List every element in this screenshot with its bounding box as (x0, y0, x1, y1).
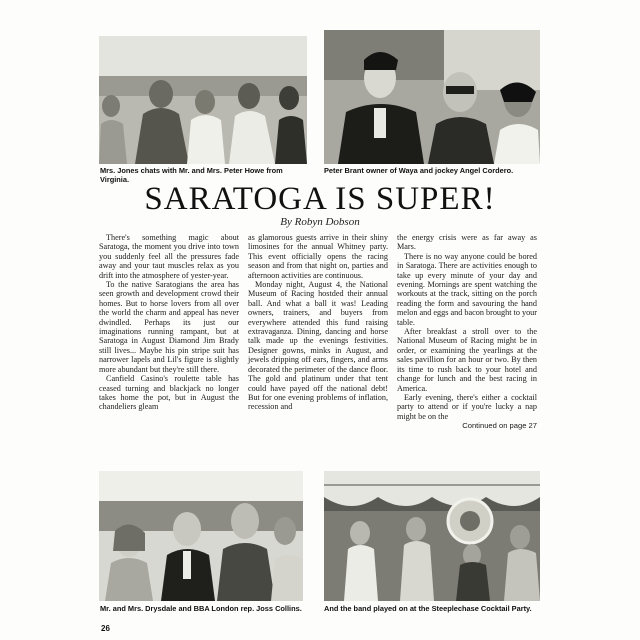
continued-note: Continued on page 27 (462, 421, 537, 431)
article-column-1 (99, 233, 239, 412)
page-number: 26 (101, 624, 110, 633)
article-column-3 (397, 233, 537, 431)
paragraph: Early evening, there's either a cocktail party to attend or if you're lucky a nap might be on the (397, 392, 537, 421)
paragraph: To the native Saratogians the area has seen growth and development crowd their homes. But to horse lovers from all over the world the charm and appeal has never dwindled. Perhaps its just our imaginations running rampant, but at Saratoga in August Diamond Jim Brady still lives... Maybe his pin stripe suit has narrower lapels and Lil's figure is slightly more abundant but they're still there. (99, 280, 239, 374)
paragraph: the energy crisis were as far away as Mars. (397, 233, 537, 252)
paragraph: Canfield Casino's roulette table has ceased turning and blackjack no longer takes home the pot, but in August the chandeliers gleam (99, 374, 239, 412)
paragraph: After breakfast a stroll over to the National Museum of Racing might be in order, or examining the yearlings at the sales pavillion for an hour or two. By then its time to rush back to your hotel and change for lunch and the best racing in America. (397, 327, 537, 393)
article-byline: By Robyn Dobson (280, 216, 360, 228)
paragraph: Monday night, August 4, the National Museum of Racing hostded their annual ball. And what a ball it was! Leading owners, trainers, and buyers from everywhere attended this fund raising extravaganza. Dining, dancing and horse talk made up the evenings festivities. Designer gowns, minks in August, and jewels dripping off ears, fingers, and arms decorated the perimeter of the dance floor. The gold and platinum under that tent could have payed off the national debt! But for one evening problems of inflation, recession and (248, 280, 388, 412)
article-title: SARATOGA IS SUPER! (144, 181, 496, 217)
photo-bottom-right (324, 471, 540, 601)
paragraph: as glamorous guests arrive in their shiny limosines for the annual Whitney party. This event officially opens the racing season and from that night on, parties and afternoon activities are continuous. (248, 233, 388, 280)
photo-top-right (324, 30, 540, 164)
caption-bottom-left: Mr. and Mrs. Drysdale and BBA London rep. Joss Collins. (100, 604, 302, 613)
paragraph: There is no way anyone could be bored in Saratoga. There are activities enough to take up every minute of your day and evening. Mornings are spent watching the workouts at the track, sitting on the porch reading the form and savouring the hand melon and eggs and bacon brought to your table. (397, 251, 537, 327)
caption-top-right: Peter Brant owner of Waya and jockey Angel Cordero. (324, 166, 514, 175)
paragraph: There's something magic about Saratoga, the moment you drive into town you suddenly feel all the pressures fade away and your taut muscles relax as you drift into the atmosphere of yester-year. (99, 233, 239, 280)
photo-top-left (99, 36, 307, 164)
caption-top-left: Mrs. Jones chats with Mr. and Mrs. Peter Howe from Virginia. (100, 166, 283, 184)
photo-bottom-left (99, 471, 303, 601)
article-column-2 (248, 233, 388, 412)
caption-bottom-right: And the band played on at the Steeplechase Cocktail Party. (324, 604, 532, 613)
